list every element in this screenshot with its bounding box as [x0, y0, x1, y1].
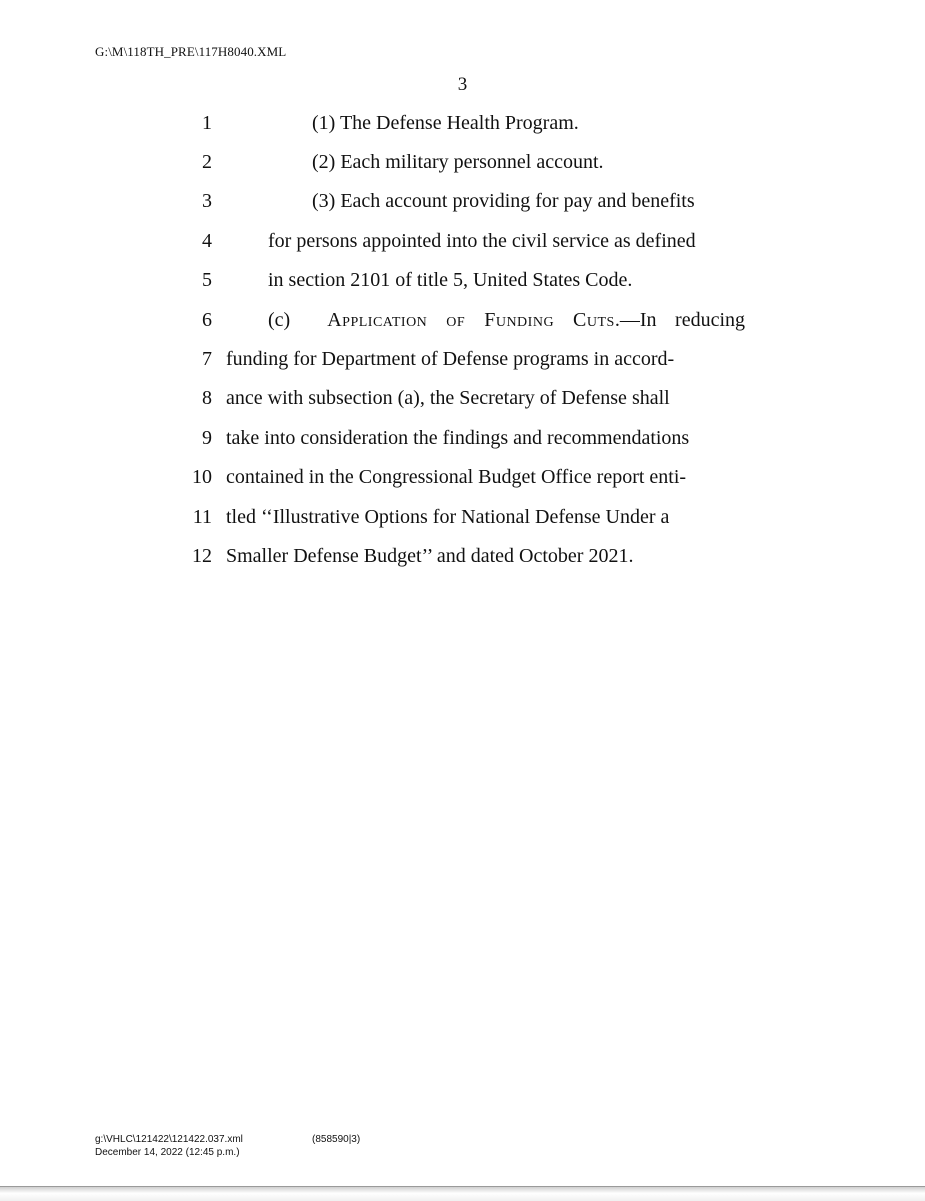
text-line-3 — [0, 186, 925, 216]
line-text: ance with subsection (a), the Secretary of Defense shall — [226, 387, 670, 409]
text-line-9 — [0, 423, 925, 453]
line-text: (3) Each account providing for pay and benefits — [312, 190, 695, 212]
line-number: 1 — [202, 112, 212, 134]
line-text: funding for Department of Defense programs in accord- — [226, 348, 675, 370]
text-line-7 — [0, 344, 925, 374]
line-text: (1) The Defense Health Program. — [312, 112, 579, 134]
line-text: take into consideration the findings and recommendations — [226, 427, 690, 449]
line-text: (2) Each military personnel account. — [312, 151, 604, 173]
header-file-path: G:\M\118TH_PRE\117H8040.XML — [95, 44, 287, 59]
subsection-label: (c) — [268, 309, 309, 331]
text-line-10 — [0, 462, 925, 492]
line-number: 3 — [202, 190, 212, 212]
line-number: 12 — [192, 545, 212, 567]
line-number: 2 — [202, 151, 212, 173]
line-number: 7 — [202, 348, 212, 370]
text-line-12 — [0, 541, 925, 571]
line-text — [268, 305, 745, 335]
page-bottom-edge — [0, 1186, 925, 1201]
line-text-continuation: .—In reducing — [614, 309, 746, 331]
text-line-4 — [0, 226, 925, 256]
line-number: 9 — [202, 427, 212, 449]
line-number: 5 — [202, 269, 212, 291]
line-text: in section 2101 of title 5, United States Code. — [268, 269, 633, 291]
line-number: 11 — [192, 506, 212, 528]
line-number: 8 — [202, 387, 212, 409]
footer-info — [95, 1133, 243, 1159]
text-line-5 — [0, 265, 925, 295]
line-text: tled ‘‘Illustrative Options for National Defense Under a — [226, 506, 670, 528]
text-line-8 — [0, 383, 925, 413]
line-text: Smaller Defense Budget’’ and dated October 2021. — [226, 545, 634, 567]
page-number: 3 — [457, 74, 468, 95]
footer-date: December 14, 2022 (12:45 p.m.) — [95, 1147, 240, 1158]
subsection-heading: Application of Funding Cuts — [327, 309, 615, 331]
text-line-1 — [0, 108, 925, 138]
text-line-6 — [0, 305, 925, 335]
line-text: contained in the Congressional Budget Office report enti- — [226, 466, 687, 488]
line-number: 4 — [202, 230, 212, 252]
line-number: 6 — [202, 309, 212, 331]
text-line-11 — [0, 502, 925, 532]
text-line-2 — [0, 147, 925, 177]
line-number: 10 — [192, 466, 212, 488]
line-text: for persons appointed into the civil service as defined — [268, 230, 696, 252]
footer-doc-id: (858590|3) — [312, 1134, 361, 1145]
footer-file-path: g:\VHLC\121422\121422.037.xml — [95, 1134, 243, 1145]
